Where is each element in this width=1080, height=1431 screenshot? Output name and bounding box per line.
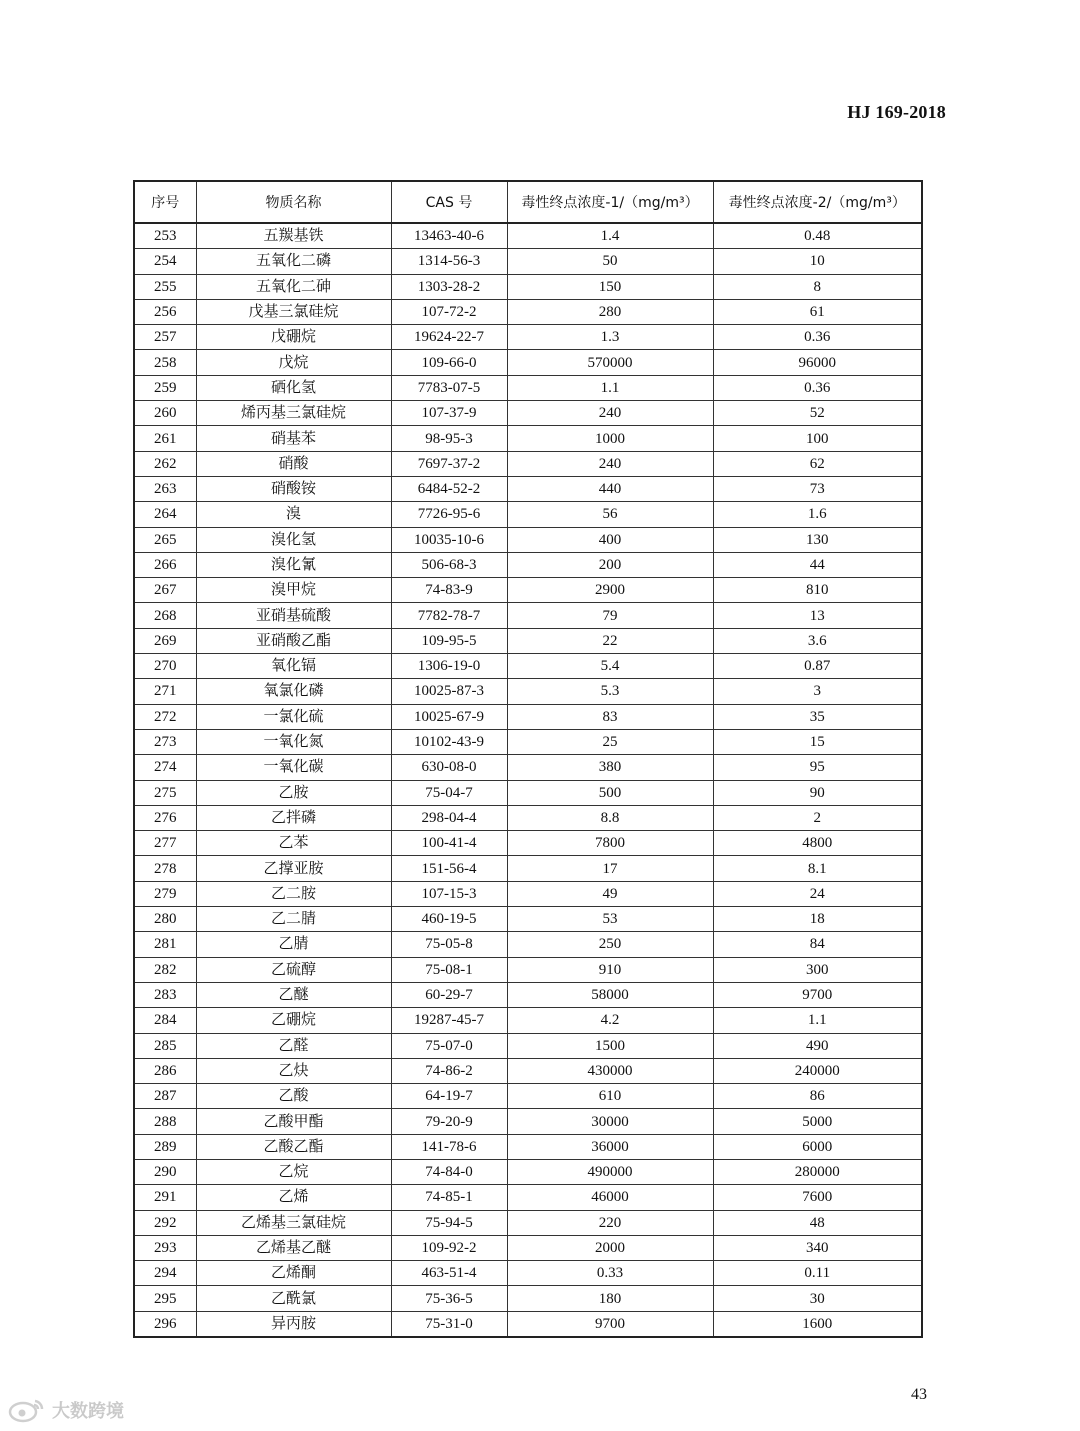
cell-toxic-endpoint-1: 5.4 — [507, 654, 713, 679]
cell-toxic-endpoint-1: 490000 — [507, 1159, 713, 1184]
cell-index: 293 — [134, 1235, 196, 1260]
cell-substance-name: 乙拌磷 — [196, 805, 391, 830]
cell-toxic-endpoint-1: 22 — [507, 628, 713, 653]
cell-index: 279 — [134, 881, 196, 906]
cell-substance-name: 一氧化碳 — [196, 755, 391, 780]
cell-toxic-endpoint-1: 440 — [507, 476, 713, 501]
cell-toxic-endpoint-2: 8.1 — [713, 856, 922, 881]
cell-cas-number: 75-94-5 — [391, 1210, 507, 1235]
cell-toxic-endpoint-1: 280 — [507, 299, 713, 324]
cell-toxic-endpoint-2: 130 — [713, 527, 922, 552]
cell-substance-name: 乙酰氯 — [196, 1286, 391, 1311]
cell-toxic-endpoint-1: 2000 — [507, 1235, 713, 1260]
cell-index: 281 — [134, 932, 196, 957]
table-row — [134, 881, 922, 906]
cell-substance-name: 乙酸 — [196, 1084, 391, 1109]
cell-toxic-endpoint-2: 8 — [713, 274, 922, 299]
table-row — [134, 1159, 922, 1184]
cell-substance-name: 乙二胺 — [196, 881, 391, 906]
cell-cas-number: 506-68-3 — [391, 552, 507, 577]
cell-cas-number: 151-56-4 — [391, 856, 507, 881]
cell-cas-number: 630-08-0 — [391, 755, 507, 780]
cell-index: 278 — [134, 856, 196, 881]
cell-index: 280 — [134, 907, 196, 932]
cell-index: 265 — [134, 527, 196, 552]
cell-toxic-endpoint-2: 300 — [713, 957, 922, 982]
table-row — [134, 502, 922, 527]
cell-toxic-endpoint-2: 30 — [713, 1286, 922, 1311]
cell-toxic-endpoint-2: 3 — [713, 679, 922, 704]
cell-index: 290 — [134, 1159, 196, 1184]
table-row — [134, 1084, 922, 1109]
cell-toxic-endpoint-1: 500 — [507, 780, 713, 805]
table-row — [134, 856, 922, 881]
table-header — [134, 181, 922, 223]
cell-toxic-endpoint-2: 10 — [713, 249, 922, 274]
cell-toxic-endpoint-1: 83 — [507, 704, 713, 729]
cell-index: 296 — [134, 1311, 196, 1337]
table-row — [134, 831, 922, 856]
cell-toxic-endpoint-2: 95 — [713, 755, 922, 780]
cell-index: 277 — [134, 831, 196, 856]
cell-cas-number: 460-19-5 — [391, 907, 507, 932]
table-row — [134, 1134, 922, 1159]
cell-substance-name: 溴化氰 — [196, 552, 391, 577]
cell-toxic-endpoint-2: 0.36 — [713, 325, 922, 350]
table-row — [134, 1311, 922, 1337]
cell-index: 253 — [134, 223, 196, 249]
cell-cas-number: 74-85-1 — [391, 1185, 507, 1210]
cell-cas-number: 107-37-9 — [391, 401, 507, 426]
cell-toxic-endpoint-2: 0.48 — [713, 223, 922, 249]
cell-toxic-endpoint-2: 84 — [713, 932, 922, 957]
cell-substance-name: 戊硼烷 — [196, 325, 391, 350]
table-row — [134, 1261, 922, 1286]
table-row — [134, 729, 922, 754]
cell-substance-name: 五氧化二砷 — [196, 274, 391, 299]
cell-toxic-endpoint-1: 430000 — [507, 1058, 713, 1083]
cell-toxic-endpoint-1: 49 — [507, 881, 713, 906]
table-row — [134, 578, 922, 603]
cell-toxic-endpoint-2: 4800 — [713, 831, 922, 856]
cell-substance-name: 乙二腈 — [196, 907, 391, 932]
table-row — [134, 957, 922, 982]
cell-substance-name: 硝酸铵 — [196, 476, 391, 501]
cell-toxic-endpoint-1: 2900 — [507, 578, 713, 603]
table-row — [134, 274, 922, 299]
table-row — [134, 527, 922, 552]
col-header-index: 序号 — [134, 181, 196, 223]
cell-cas-number: 75-36-5 — [391, 1286, 507, 1311]
cell-substance-name: 戊烷 — [196, 350, 391, 375]
cell-cas-number: 98-95-3 — [391, 426, 507, 451]
cell-toxic-endpoint-1: 380 — [507, 755, 713, 780]
cell-substance-name: 乙烯基乙醚 — [196, 1235, 391, 1260]
cell-toxic-endpoint-1: 1.3 — [507, 325, 713, 350]
cell-toxic-endpoint-2: 13 — [713, 603, 922, 628]
cell-index: 261 — [134, 426, 196, 451]
table-row — [134, 628, 922, 653]
cell-index: 288 — [134, 1109, 196, 1134]
watermark — [8, 1397, 124, 1423]
cell-index: 263 — [134, 476, 196, 501]
cell-cas-number: 7783-07-5 — [391, 375, 507, 400]
cell-index: 275 — [134, 780, 196, 805]
cell-toxic-endpoint-1: 570000 — [507, 350, 713, 375]
table-row — [134, 982, 922, 1007]
cell-toxic-endpoint-1: 240 — [507, 401, 713, 426]
cell-toxic-endpoint-1: 240 — [507, 451, 713, 476]
watermark-text: 大数跨境 — [52, 1401, 124, 1422]
cell-toxic-endpoint-2: 340 — [713, 1235, 922, 1260]
cell-toxic-endpoint-2: 18 — [713, 907, 922, 932]
cell-substance-name: 一氯化硫 — [196, 704, 391, 729]
table-row — [134, 223, 922, 249]
table-row — [134, 1235, 922, 1260]
cell-toxic-endpoint-1: 1.1 — [507, 375, 713, 400]
cell-cas-number: 7782-78-7 — [391, 603, 507, 628]
cell-toxic-endpoint-1: 56 — [507, 502, 713, 527]
cell-index: 285 — [134, 1033, 196, 1058]
cell-cas-number: 79-20-9 — [391, 1109, 507, 1134]
cell-toxic-endpoint-2: 61 — [713, 299, 922, 324]
cell-substance-name: 乙酸甲酯 — [196, 1109, 391, 1134]
cell-cas-number: 100-41-4 — [391, 831, 507, 856]
cell-substance-name: 戊基三氯硅烷 — [196, 299, 391, 324]
table-row — [134, 249, 922, 274]
cell-toxic-endpoint-1: 58000 — [507, 982, 713, 1007]
cell-cas-number: 13463-40-6 — [391, 223, 507, 249]
cell-substance-name: 乙苯 — [196, 831, 391, 856]
col-header-cas-number: CAS 号 — [391, 181, 507, 223]
cell-index: 276 — [134, 805, 196, 830]
table-row — [134, 375, 922, 400]
cell-toxic-endpoint-2: 62 — [713, 451, 922, 476]
table-row — [134, 1185, 922, 1210]
cell-toxic-endpoint-1: 1500 — [507, 1033, 713, 1058]
cell-toxic-endpoint-1: 150 — [507, 274, 713, 299]
cell-substance-name: 氧氯化磷 — [196, 679, 391, 704]
col-header-substance-name: 物质名称 — [196, 181, 391, 223]
cell-toxic-endpoint-1: 46000 — [507, 1185, 713, 1210]
cell-cas-number: 10025-87-3 — [391, 679, 507, 704]
table-row — [134, 1109, 922, 1134]
page-number: 43 — [911, 1386, 927, 1403]
col-header-toxic-endpoint-1: 毒性终点浓度-1/（mg/m³） — [507, 181, 713, 223]
cell-index: 258 — [134, 350, 196, 375]
table-row — [134, 325, 922, 350]
table-row — [134, 755, 922, 780]
cell-cas-number: 7726-95-6 — [391, 502, 507, 527]
standard-code: HJ 169-2018 — [847, 102, 946, 122]
table-row — [134, 426, 922, 451]
cell-cas-number: 74-84-0 — [391, 1159, 507, 1184]
cell-cas-number: 109-66-0 — [391, 350, 507, 375]
cell-toxic-endpoint-2: 86 — [713, 1084, 922, 1109]
cell-toxic-endpoint-2: 44 — [713, 552, 922, 577]
cell-toxic-endpoint-1: 53 — [507, 907, 713, 932]
cell-index: 269 — [134, 628, 196, 653]
table-body — [134, 223, 922, 1337]
cell-index: 267 — [134, 578, 196, 603]
cell-cas-number: 10102-43-9 — [391, 729, 507, 754]
table-row — [134, 451, 922, 476]
cell-substance-name: 乙烯 — [196, 1185, 391, 1210]
cell-toxic-endpoint-2: 240000 — [713, 1058, 922, 1083]
cell-toxic-endpoint-1: 400 — [507, 527, 713, 552]
cell-toxic-endpoint-2: 490 — [713, 1033, 922, 1058]
cell-cas-number: 1306-19-0 — [391, 654, 507, 679]
table-row — [134, 1008, 922, 1033]
cell-substance-name: 硝酸 — [196, 451, 391, 476]
cell-toxic-endpoint-2: 280000 — [713, 1159, 922, 1184]
cell-toxic-endpoint-2: 24 — [713, 881, 922, 906]
cell-toxic-endpoint-2: 2 — [713, 805, 922, 830]
table-row — [134, 780, 922, 805]
cell-toxic-endpoint-2: 6000 — [713, 1134, 922, 1159]
cell-index: 254 — [134, 249, 196, 274]
cell-substance-name: 乙烯酮 — [196, 1261, 391, 1286]
cell-index: 266 — [134, 552, 196, 577]
cell-toxic-endpoint-2: 35 — [713, 704, 922, 729]
cell-substance-name: 硒化氢 — [196, 375, 391, 400]
cell-substance-name: 乙胺 — [196, 780, 391, 805]
cell-toxic-endpoint-1: 4.2 — [507, 1008, 713, 1033]
table-row — [134, 1033, 922, 1058]
cell-index: 282 — [134, 957, 196, 982]
cell-toxic-endpoint-1: 7800 — [507, 831, 713, 856]
cell-toxic-endpoint-1: 8.8 — [507, 805, 713, 830]
cell-toxic-endpoint-1: 250 — [507, 932, 713, 957]
cell-toxic-endpoint-2: 96000 — [713, 350, 922, 375]
cell-toxic-endpoint-2: 0.36 — [713, 375, 922, 400]
cell-cas-number: 141-78-6 — [391, 1134, 507, 1159]
cell-substance-name: 溴甲烷 — [196, 578, 391, 603]
table-row — [134, 704, 922, 729]
cell-substance-name: 乙炔 — [196, 1058, 391, 1083]
weibo-logo-icon — [8, 1397, 46, 1423]
cell-cas-number: 64-19-7 — [391, 1084, 507, 1109]
table-row — [134, 1286, 922, 1311]
table-row — [134, 350, 922, 375]
cell-toxic-endpoint-2: 52 — [713, 401, 922, 426]
cell-cas-number: 74-86-2 — [391, 1058, 507, 1083]
cell-substance-name: 五氧化二磷 — [196, 249, 391, 274]
cell-index: 264 — [134, 502, 196, 527]
cell-cas-number: 75-04-7 — [391, 780, 507, 805]
cell-toxic-endpoint-1: 0.33 — [507, 1261, 713, 1286]
cell-cas-number: 10035-10-6 — [391, 527, 507, 552]
cell-toxic-endpoint-2: 1.1 — [713, 1008, 922, 1033]
table-row — [134, 805, 922, 830]
cell-toxic-endpoint-1: 17 — [507, 856, 713, 881]
cell-index: 259 — [134, 375, 196, 400]
table-row — [134, 401, 922, 426]
cell-substance-name: 硝基苯 — [196, 426, 391, 451]
cell-toxic-endpoint-2: 0.87 — [713, 654, 922, 679]
cell-substance-name: 乙酸乙酯 — [196, 1134, 391, 1159]
cell-toxic-endpoint-2: 90 — [713, 780, 922, 805]
cell-index: 268 — [134, 603, 196, 628]
table-row — [134, 552, 922, 577]
cell-toxic-endpoint-2: 48 — [713, 1210, 922, 1235]
cell-toxic-endpoint-1: 79 — [507, 603, 713, 628]
cell-substance-name: 乙硫醇 — [196, 957, 391, 982]
cell-index: 291 — [134, 1185, 196, 1210]
cell-index: 262 — [134, 451, 196, 476]
cell-index: 294 — [134, 1261, 196, 1286]
table-row — [134, 1058, 922, 1083]
table-row — [134, 476, 922, 501]
cell-cas-number: 298-04-4 — [391, 805, 507, 830]
table-row — [134, 603, 922, 628]
cell-cas-number: 60-29-7 — [391, 982, 507, 1007]
cell-substance-name: 氧化镉 — [196, 654, 391, 679]
cell-substance-name: 溴化氢 — [196, 527, 391, 552]
cell-index: 289 — [134, 1134, 196, 1159]
cell-substance-name: 异丙胺 — [196, 1311, 391, 1337]
cell-toxic-endpoint-2: 1600 — [713, 1311, 922, 1337]
cell-toxic-endpoint-1: 30000 — [507, 1109, 713, 1134]
cell-cas-number: 75-08-1 — [391, 957, 507, 982]
cell-toxic-endpoint-2: 5000 — [713, 1109, 922, 1134]
cell-index: 295 — [134, 1286, 196, 1311]
cell-substance-name: 乙醚 — [196, 982, 391, 1007]
cell-toxic-endpoint-2: 0.11 — [713, 1261, 922, 1286]
cell-cas-number: 1303-28-2 — [391, 274, 507, 299]
cell-toxic-endpoint-1: 1.4 — [507, 223, 713, 249]
cell-cas-number: 107-72-2 — [391, 299, 507, 324]
cell-index: 270 — [134, 654, 196, 679]
cell-substance-name: 烯丙基三氯硅烷 — [196, 401, 391, 426]
cell-toxic-endpoint-1: 910 — [507, 957, 713, 982]
table-row — [134, 907, 922, 932]
cell-index: 274 — [134, 755, 196, 780]
cell-toxic-endpoint-1: 610 — [507, 1084, 713, 1109]
cell-toxic-endpoint-1: 25 — [507, 729, 713, 754]
cell-cas-number: 10025-67-9 — [391, 704, 507, 729]
toxicity-table — [133, 180, 923, 1338]
cell-cas-number: 75-31-0 — [391, 1311, 507, 1337]
cell-cas-number: 109-92-2 — [391, 1235, 507, 1260]
cell-toxic-endpoint-2: 15 — [713, 729, 922, 754]
cell-index: 273 — [134, 729, 196, 754]
cell-cas-number: 75-07-0 — [391, 1033, 507, 1058]
cell-cas-number: 463-51-4 — [391, 1261, 507, 1286]
cell-index: 260 — [134, 401, 196, 426]
cell-toxic-endpoint-1: 1000 — [507, 426, 713, 451]
cell-toxic-endpoint-1: 5.3 — [507, 679, 713, 704]
cell-substance-name: 乙醛 — [196, 1033, 391, 1058]
cell-cas-number: 74-83-9 — [391, 578, 507, 603]
cell-index: 256 — [134, 299, 196, 324]
cell-toxic-endpoint-1: 220 — [507, 1210, 713, 1235]
cell-substance-name: 乙烷 — [196, 1159, 391, 1184]
cell-index: 283 — [134, 982, 196, 1007]
cell-toxic-endpoint-1: 200 — [507, 552, 713, 577]
cell-toxic-endpoint-2: 9700 — [713, 982, 922, 1007]
cell-index: 287 — [134, 1084, 196, 1109]
cell-toxic-endpoint-2: 100 — [713, 426, 922, 451]
cell-index: 292 — [134, 1210, 196, 1235]
cell-index: 255 — [134, 274, 196, 299]
cell-toxic-endpoint-1: 36000 — [507, 1134, 713, 1159]
cell-index: 271 — [134, 679, 196, 704]
cell-index: 257 — [134, 325, 196, 350]
cell-cas-number: 7697-37-2 — [391, 451, 507, 476]
cell-toxic-endpoint-2: 3.6 — [713, 628, 922, 653]
cell-substance-name: 溴 — [196, 502, 391, 527]
cell-cas-number: 6484-52-2 — [391, 476, 507, 501]
cell-cas-number: 19287-45-7 — [391, 1008, 507, 1033]
cell-substance-name: 乙撑亚胺 — [196, 856, 391, 881]
table-row — [134, 679, 922, 704]
table-row — [134, 654, 922, 679]
header-row — [134, 181, 922, 223]
cell-index: 272 — [134, 704, 196, 729]
cell-substance-name: 亚硝酸乙酯 — [196, 628, 391, 653]
cell-cas-number: 75-05-8 — [391, 932, 507, 957]
cell-substance-name: 亚硝基硫酸 — [196, 603, 391, 628]
cell-cas-number: 1314-56-3 — [391, 249, 507, 274]
cell-toxic-endpoint-2: 73 — [713, 476, 922, 501]
table-row — [134, 299, 922, 324]
cell-toxic-endpoint-2: 810 — [713, 578, 922, 603]
cell-toxic-endpoint-1: 9700 — [507, 1311, 713, 1337]
cell-substance-name: 五羰基铁 — [196, 223, 391, 249]
cell-substance-name: 一氧化氮 — [196, 729, 391, 754]
cell-toxic-endpoint-1: 180 — [507, 1286, 713, 1311]
cell-substance-name: 乙腈 — [196, 932, 391, 957]
cell-index: 284 — [134, 1008, 196, 1033]
table-row — [134, 932, 922, 957]
col-header-toxic-endpoint-2: 毒性终点浓度-2/（mg/m³） — [713, 181, 922, 223]
cell-toxic-endpoint-2: 7600 — [713, 1185, 922, 1210]
cell-cas-number: 19624-22-7 — [391, 325, 507, 350]
cell-toxic-endpoint-2: 1.6 — [713, 502, 922, 527]
cell-toxic-endpoint-1: 50 — [507, 249, 713, 274]
cell-substance-name: 乙烯基三氯硅烷 — [196, 1210, 391, 1235]
cell-cas-number: 107-15-3 — [391, 881, 507, 906]
table-row — [134, 1210, 922, 1235]
cell-cas-number: 109-95-5 — [391, 628, 507, 653]
cell-substance-name: 乙硼烷 — [196, 1008, 391, 1033]
cell-index: 286 — [134, 1058, 196, 1083]
